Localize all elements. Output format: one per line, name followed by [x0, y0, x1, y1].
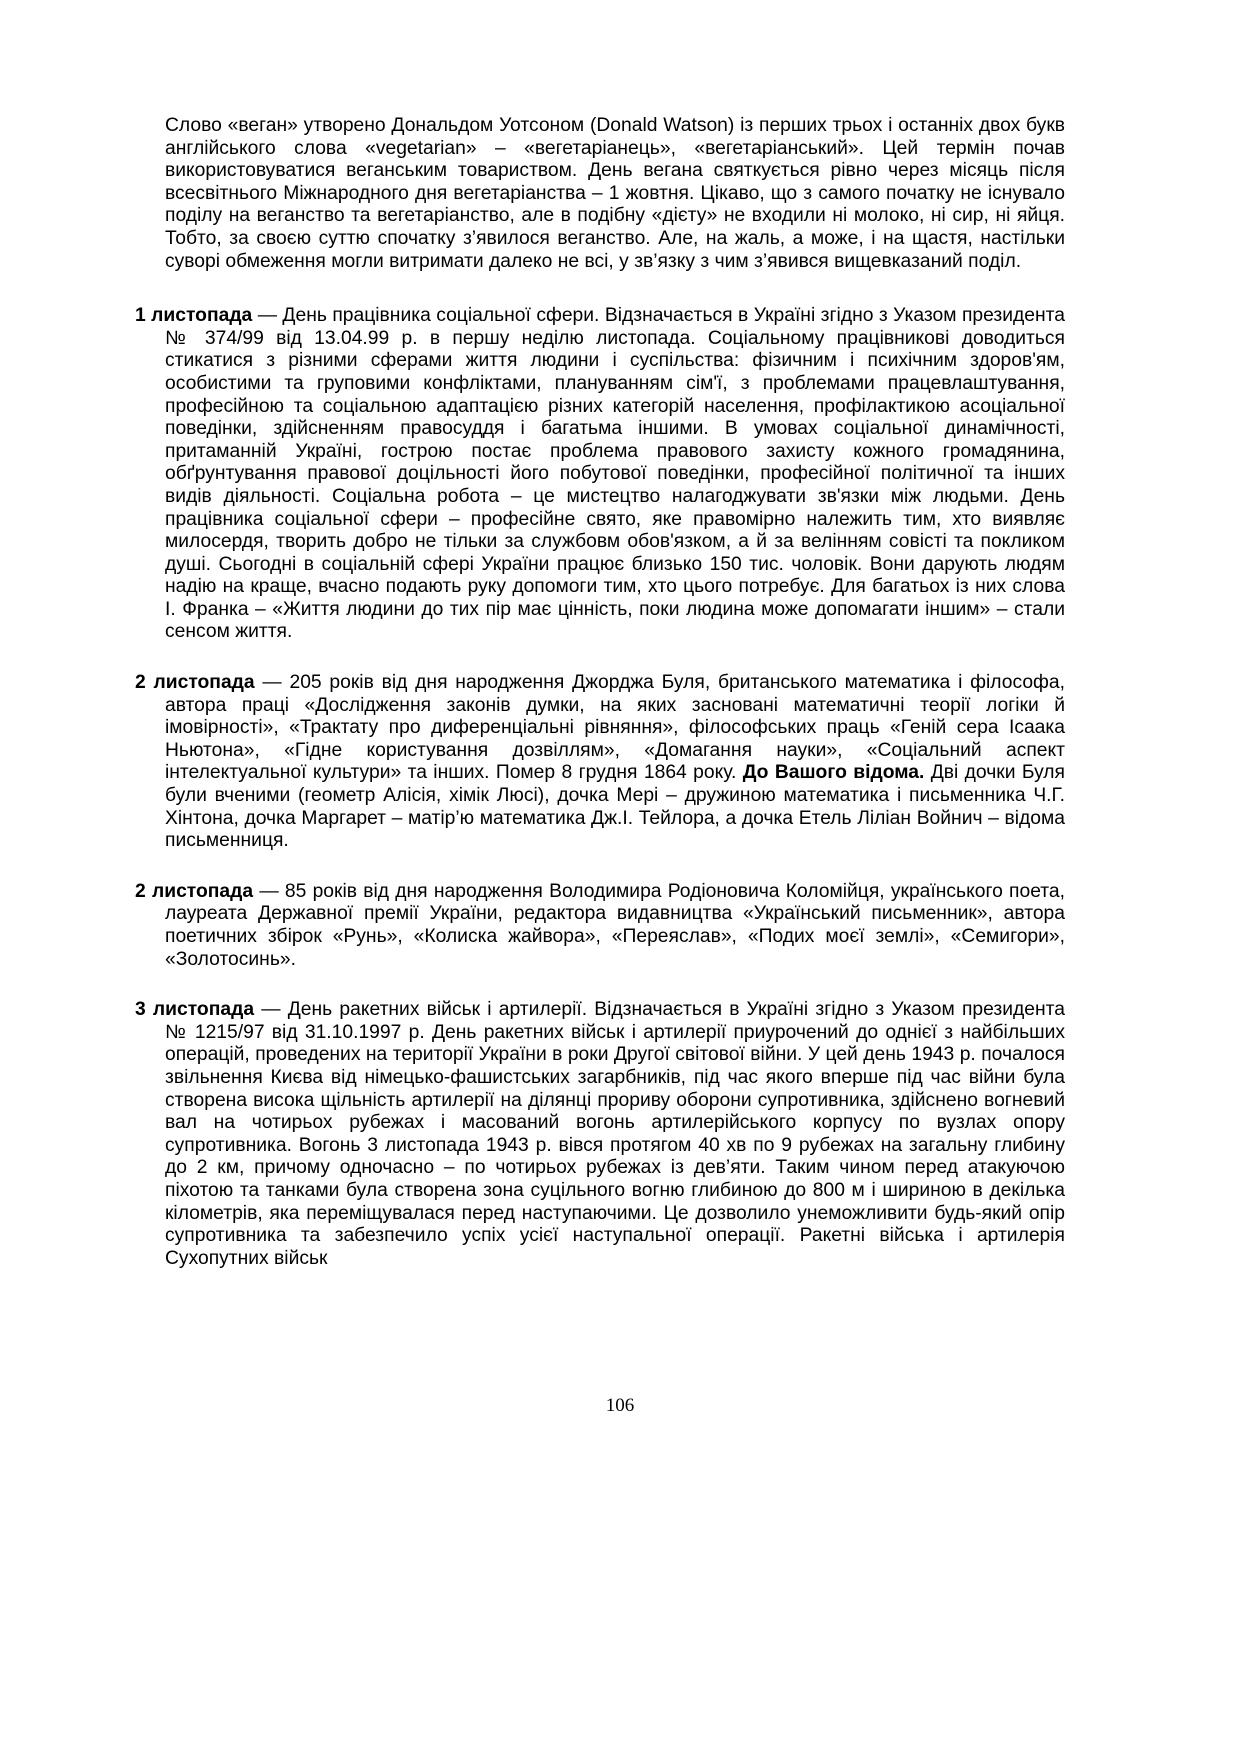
entry-social-worker-day — [135, 305, 1065, 644]
entry-george-boole — [135, 672, 1065, 853]
entry-date: 2 листопада — [135, 880, 254, 902]
intro-paragraph: Слово «веган» утворено Дональдом Уотсоном (Donald Watson) із перших трьох і останніх двох букв англійського слова «vegetarian» – «вегетаріанець», «вегетаріанський». Цей термін почав використовуватися веганським товариством. День вегана святкується рівно через місяць після всесвітнього Міжнародного дня вегетаріанства – 1 жовтня. Цікаво, що з самого початку не існувало поділу на веганство та вегетаріанство, але в подібну «дієту» не входили ні молоко, ні сир, ні яйця. Тобто, за своєю суттю спочатку з’явилося веганство. Але, на жаль, а може, і на щастя, настільки суворі обмеження могли витримати далеко не всі, у зв’язку з чим з’явився вищевказаний поділ. — [165, 115, 1065, 272]
entry-date: 2 листопада — [135, 672, 255, 694]
entry-text: — День працівника соціальної сфери. Відзначається в Україні згідно з Указом президента № 374/99 від 13.04.99 р. в першу неділю листопада. Соціальному працівникові доводиться стикатися з різними сферами життя людини і суспільства: фізичним і психічним здоров'ям, особистими та груповими конфліктами, плануванням сім'ї, з проблемами працевлаштування, професійною та соціальною адаптацією різних категорій населення, профілактикою асоціальної поведінки, здійсненням правосуддя і багатьма іншими. В умовах соціальної динамічності, притаманній Україні, гострою постає проблема правового захисту кожного громадянина, обґрунтування правової доцільності його побутової поведінки, професійної політичної та інших видів діяльності. Соціальна робота – це мистецтво налагоджувати зв'язки між людьми. День працівника соціальної сфери – професійне свято, яке правомірно належить тим, хто виявляє милосердя, творить добро не тільки за службовм обов'язком, а й за велінням совісті та покликом душі. Сьогодні в соціальній сфері України працює близько 150 тис. чоловік. Вони дарують людям надію на краще, вчасно подають руку допомоги тим, хто цього потребує. Для багатьох із них слова І. Франка – «Життя людини до тих пір має цінність, поки людина може допомагати іншим» – стали сенсом життя. — [165, 305, 1065, 643]
entry-text: — 85 років від дня народження Володимира Родіоновича Коломійця, українського поета, лауреата Державної премії України, редактора видавництва «Український письменник», автора поетичних збірок «Рунь», «Колиска жайвора», «Переяслав», «Подих моєї землі», «Семигори», «Золотосинь». — [165, 880, 1065, 970]
entry-date: 1 листопада — [135, 305, 253, 327]
entry-kolomiiets — [135, 881, 1065, 971]
entry-text-after-note: Дві дочки Буля були вченими (геометр Алісія, хімік Люсі), дочка Мері – дружиною математика і письменника Ч.Г. Хінтона, дочка Маргарет – матір’ю математика Дж.І. Тейлора, а дочка Етель Ліліан Войнич – відома письменниця. — [165, 762, 1065, 852]
entry-date: 3 листопада — [135, 999, 255, 1021]
entry-note: До Вашого відома. — [742, 762, 925, 784]
page-number: 106 — [605, 1395, 635, 1416]
page-content — [135, 115, 1065, 1270]
entry-text: — 205 років від дня народження Джорджа Буля, британського математика і філософа, автора праці «Дослідження законів думки, на яких засновані математичні теорії логіки й імовірності», «Трактату про диференціальні рівняння», філософських праць «Геній сера Ісаака Ньютона», «Гідне користування дозвіллям», «Домагання науки», «Соціальний аспект інтелектуальної культури» та інших. Помер 8 грудня 1864 року. — [165, 672, 1065, 784]
entry-missile-artillery-day — [135, 999, 1065, 1270]
entry-text: — День ракетних військ і артилерії. Відзначається в Україні згідно з Указом президента № 1215/97 від 31.10.1997 р. День ракетних військ і артилерії приурочений до однієї з найбільших операцій, проведених на території України в роки Другої світової війни. У цей день 1943 р. почалося звільнення Києва від німецько-фашистських загарбників, під час якого вперше під час війни була створена висока щільність артилерії на ділянці прориву оборони супротивника, здійснено вогневий вал на чотирьох рубежах і масований вогонь артилерійського корпусу по вузлах опору супротивника. Вогонь 3 листопада 1943 р. вівся протягом 40 хв по 9 рубежах на загальну глибину до 2 км, причому одночасно – по чотирьох рубежах із дев’яти. Таким чином перед атакуючою піхотою та танками була створена зона суцільного вогню глибиною до 800 м і шириною в декілька кілометрів, яка переміщувалася перед наступаючими. Це дозволило унеможливити будь-який опір супротивника та забезпечило успіх усієї наступальної операції. Ракетні війська і артилерія Сухопутних військ — [165, 999, 1065, 1269]
